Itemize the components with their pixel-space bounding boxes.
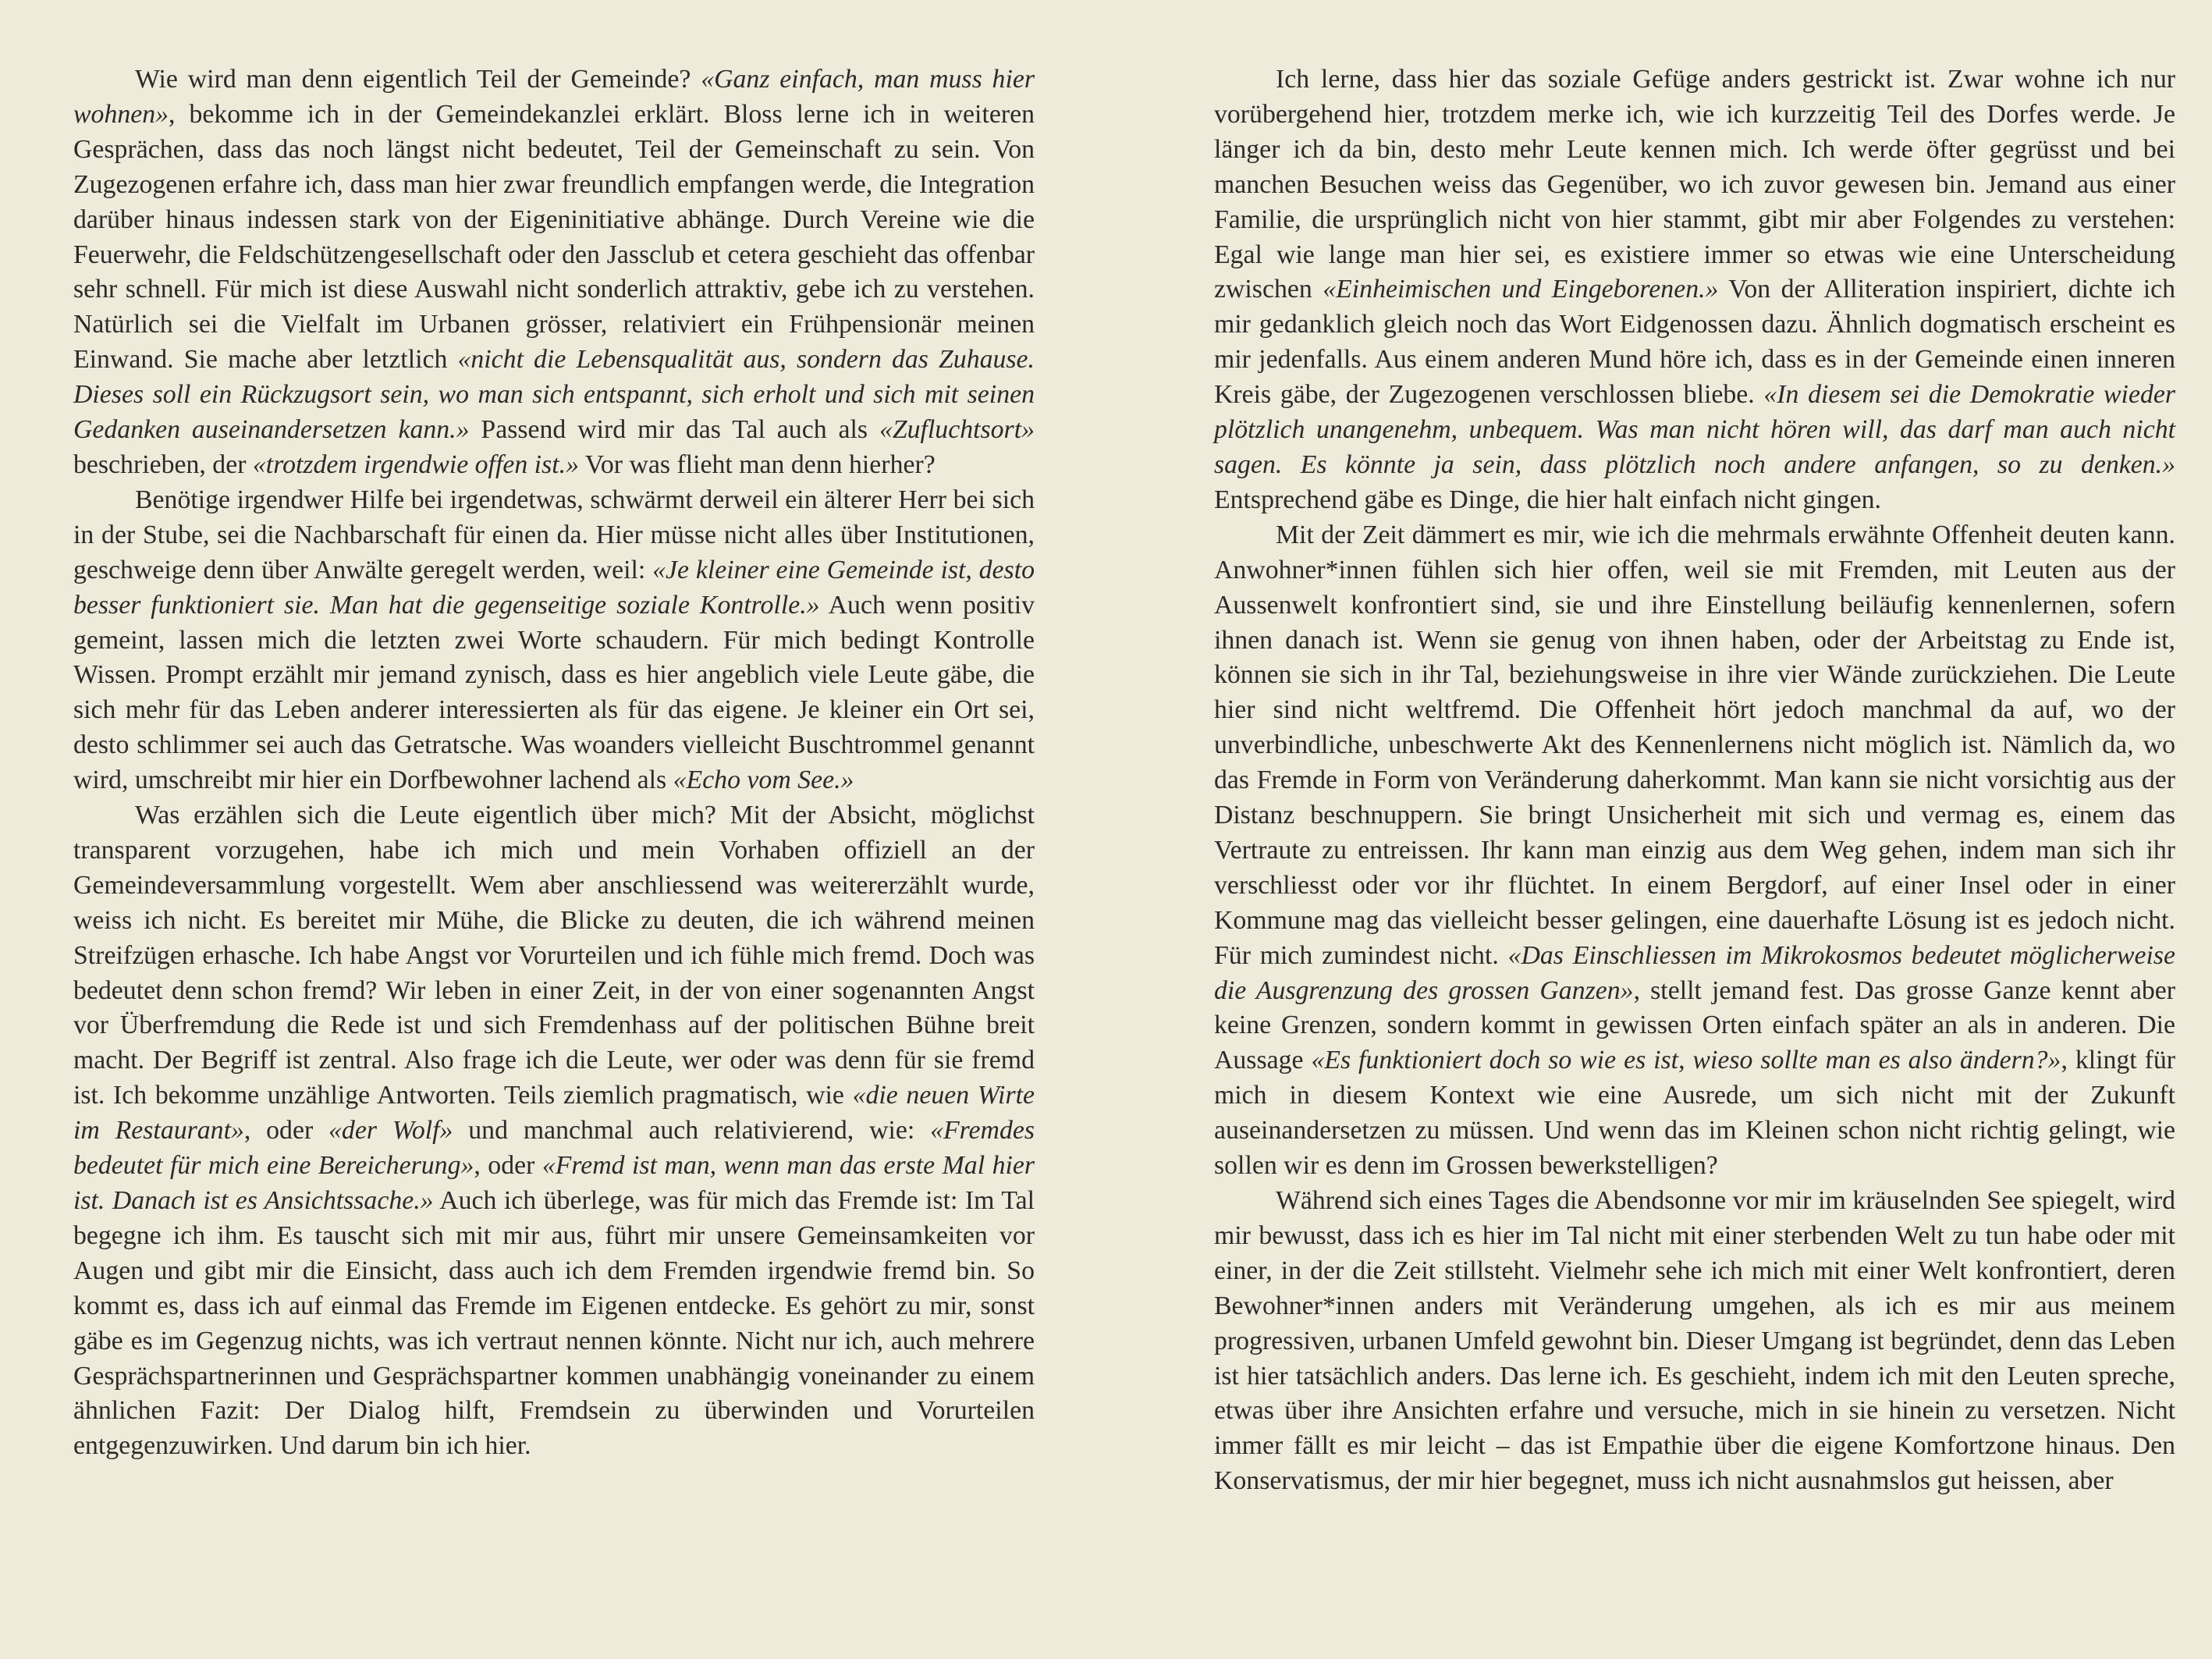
quote-text: «Fremd ist man, wenn man das erste Mal hier ist. Danach ist es Ansichtssache.»	[73, 1151, 1035, 1215]
quote-text: «In diesem sei die Demokratie wieder plötzlich unangenehm, unbequem. Was man nicht hören will, das darf man auch nicht sagen. Es könnte ja sein, dass plötzlich noch andere anfangen, so zu denken.»	[1214, 380, 2175, 479]
body-text: Auch ich überlege, was für mich das Fremde ist: Im Tal begegne ich ihm. Es tauscht sich mit mir aus, führt mir unsere Gemeinsamkeiten vor Augen und gibt mir die Einsicht, dass auch ich dem Fremden irgendwie fremd bin. So kommt es, dass ich auf einmal das Fremde im Eigenen entdecke. Es gehört zu mir, sonst gäbe es im Gegenzug nichts, was ich vertraut nennen könnte. Nicht nur ich, auch mehrere Gesprächspartnerinnen und Gesprächspartner kommen unabhängig voneinander zu einem ähnlichen Fazit: Der Dialog hilft, Fremdsein zu überwinden und Vorurteilen entgegenzuwirken. Und darum bin ich hier.	[73, 1186, 1035, 1461]
right-page	[1214, 62, 2175, 1499]
body-text: Benötige irgendwer Hilfe bei irgendetwas, schwärmt derweil ein älterer Herr bei sich in der Stube, sei die Nachbarschaft für einen da. Hier müsse nicht alles über Institutionen, geschweige denn über Anwälte geregelt werden, weil:	[73, 485, 1035, 584]
quote-text: «Ganz einfach, man muss hier wohnen»	[73, 65, 1035, 129]
right-paragraph-2	[1214, 518, 2175, 1184]
quote-text: «Das Einschliessen im Mikrokosmos bedeutet möglicherweise die Ausgrenzung des grossen Ganzen»	[1214, 940, 2175, 1005]
body-text: Mit der Zeit dämmert es mir, wie ich die mehrmals erwähnte Offenheit deuten kann. Anwohner*innen fühlen sich hier offen, weil sie mit Fremden, mit Leuten aus der Aussenwelt konfrontiert sind, sie und ihre Einstellung beiläufig kennenlernen, sofern ihnen danach ist. Wenn sie genug von ihnen haben, oder der Arbeitstag zu Ende ist, können sie sich in ihr Tal, beziehungsweise in ihre vier Wände zurückziehen. Die Leute hier sind nicht weltfremd. Die Offenheit hört jedoch manchmal da auf, wo der unverbindliche, unbeschwerte Akt des Kennenlernens nicht möglich ist. Nämlich da, wo das Fremde in Form von Veränderung daherkommt. Man kann sie nicht vorsichtig aus der Distanz beschnuppern. Sie bringt Unsicherheit mit sich und vermag es, einem das Vertraute zu entreissen. Ihr kann man einzig aus dem Weg gehen, indem man sich ihr verschliesst oder vor ihr flüchtet. In einem Bergdorf, auf einer Insel oder in einer Kommune mag das vielleicht besser gelingen, eine dauerhafte Lösung ist es jedoch nicht. Für mich zumindest nicht.	[1214, 520, 2175, 970]
quote-text: «Fremdes bedeutet für mich eine Bereicherung»	[73, 1116, 1035, 1181]
quote-text: «nicht die Lebensqualität aus, sondern das Zuhause. Dieses soll ein Rückzugsort sein, wo man sich entspannt, sich erholt und sich mit seinen Gedanken auseinandersetzen kann.»	[73, 345, 1035, 445]
body-text: Wie wird man denn eigentlich Teil der Gemeinde?	[135, 65, 701, 94]
body-text: Passend wird mir das Tal auch als	[469, 415, 879, 445]
left-page	[73, 62, 1035, 1464]
quote-text: «Echo vom See.»	[673, 766, 854, 795]
body-text: Während sich eines Tages die Abendsonne vor mir im kräuselnden See spiegelt, wird mir bewusst, dass ich es hier im Tal nicht mit einer sterbenden Welt zu tun habe oder mit einer, in der die Zeit stillsteht. Vielmehr sehe ich mich mit einer Welt konfrontiert, deren Bewohner*innen anders mit Veränderung umgehen, als ich es mir aus meinem progressiven, urbanen Umfeld gewohnt bin. Dieser Umgang ist begründet, denn das Leben ist hier tatsächlich anders. Das lerne ich. Es geschieht, indem ich mit den Leuten spreche, etwas über ihre Ansichten erfahre und versuche, mich in sie hinein zu versetzen. Nicht immer fällt es mir leicht – das ist Empathie über die eigene Komfortzone hinaus. Den Konservatismus, der mir hier begegnet, muss ich nicht ausnahmslos gut heissen, aber	[1214, 1186, 2175, 1496]
body-text: Entsprechend gäbe es Dinge, die hier halt einfach nicht gingen.	[1214, 485, 1881, 514]
body-text: Ich lerne, dass hier das soziale Gefüge anders gestrickt ist. Zwar wohne ich nur vorübergehend hier, trotzdem merke ich, wie ich kurzzeitig Teil des Dorfes werde. Je länger ich da bin, desto mehr Leute kennen mich. Ich werde öfter gegrüsst und bei manchen Besuchen weiss das Gegenüber, wo ich zuvor gewesen bin. Jemand aus einer Familie, die ursprünglich nicht von hier stammt, gibt mir aber Folgendes zu verstehen: Egal wie lange man hier sei, es existiere immer so etwas wie eine Unterscheidung zwischen	[1214, 65, 2175, 304]
quote-text: «der Wolf»	[328, 1116, 453, 1146]
quote-text: «Es funktioniert doch so wie es ist, wieso sollte man es also ändern?»	[1311, 1046, 2061, 1075]
quote-text: «Einheimischen und Eingeborenen.»	[1323, 275, 1719, 304]
right-paragraph-3	[1214, 1184, 2175, 1499]
body-text: Vor was flieht man denn hierher?	[578, 449, 936, 479]
body-text: , bekomme ich in der Gemeindekanzlei erklärt. Bloss lerne ich in weiteren Gesprächen, dass das noch längst nicht bedeutet, Teil der Gemeinschaft zu sein. Von Zugezogenen erfahre ich, dass man hier zwar freundlich empfangen werde, die Integration darüber hinaus indessen stark von der Eigeninitiative abhänge. Durch Vereine wie die Feuerwehr, die Feldschützengesellschaft oder den Jassclub et cetera geschieht das offenbar sehr schnell. Für mich ist diese Auswahl nicht sonderlich attraktiv, gebe ich zu verstehen. Natürlich sei die Vielfalt im Urbanen grösser, relativiert ein Frühpensionär meinen Einwand. Sie mache aber letztlich	[73, 99, 1035, 375]
right-paragraph-1	[1214, 62, 2175, 518]
body-text: Von der Alliteration inspiriert, dichte ich mir gedanklich gleich noch das Wort Eidgenossen dazu. Ähnlich dogmatisch erscheint es mir jedenfalls. Aus einem anderen Mund höre ich, dass es in der Gemeinde einen inneren Kreis gäbe, der Zugezogenen verschlossen bliebe.	[1214, 275, 2175, 410]
left-paragraph-2	[73, 483, 1035, 798]
body-text: , stellt jemand fest. Das grosse Ganze kennt aber keine Grenzen, sondern kommt in gewissen Orten einfach später an als in anderen. Die Aussage	[1214, 975, 2175, 1075]
left-paragraph-3	[73, 798, 1035, 1464]
body-text: beschrieben, der	[73, 449, 253, 479]
quote-text: «Je kleiner eine Gemeinde ist, desto besser funktioniert sie. Man hat die gegenseitige soziale Kontrolle.»	[73, 555, 1035, 620]
body-text: , klingt für mich in diesem Kontext wie eine Ausrede, um sich nicht mit der Zukunft auseinandersetzen zu müssen. Und wenn das im Kleinen schon nicht richtig gelingt, wie sollen wir es denn im Grossen bewerkstelligen?	[1214, 1046, 2176, 1181]
quote-text: «die neuen Wirte im Restaurant»	[73, 1081, 1035, 1146]
body-text: und manchmal auch relativierend, wie:	[453, 1116, 931, 1146]
body-text: Auch wenn positiv gemeint, lassen mich die letzten zwei Worte schaudern. Für mich bedingt Kontrolle Wissen. Prompt erzählt mir jemand zynisch, dass es hier angeblich viele Leute gäbe, die sich mehr für das Leben anderer interessierten als für das eigene. Je kleiner ein Ort sei, desto schlimmer sei auch das Getratsche. Was woanders vielleicht Buschtrommel genannt wird, umschreibt mir hier ein Dorfbewohner lachend als	[73, 590, 1035, 795]
body-text: , oder	[474, 1151, 542, 1181]
quote-text: «Zufluchtsort»	[879, 415, 1035, 445]
body-text: , oder	[243, 1116, 329, 1146]
body-text: Was erzählen sich die Leute eigentlich über mich? Mit der Absicht, möglichst transparent vorzugehen, habe ich mich und mein Vorhaben offiziell an der Gemeindeversammlung vorgestellt. Wem aber anschliessend was weitererzählt wurde, weiss ich nicht. Es bereitet mir Mühe, die Blicke zu deuten, die ich während meinen Streifzügen erhasche. Ich habe Angst vor Vorurteilen und ich fühle mich fremd. Doch was bedeutet denn schon fremd? Wir leben in einer Zeit, in der von einer sogenannten Angst vor Überfremdung die Rede ist und sich Fremdenhass auf der politischen Bühne breit macht. Der Begriff ist zentral. Also frage ich die Leute, wer oder was denn für sie fremd ist. Ich bekomme unzählige Antworten. Teils ziemlich pragmatisch, wie	[73, 801, 1035, 1110]
quote-text: «trotzdem irgendwie offen ist.»	[252, 449, 579, 479]
left-paragraph-1	[73, 62, 1035, 483]
